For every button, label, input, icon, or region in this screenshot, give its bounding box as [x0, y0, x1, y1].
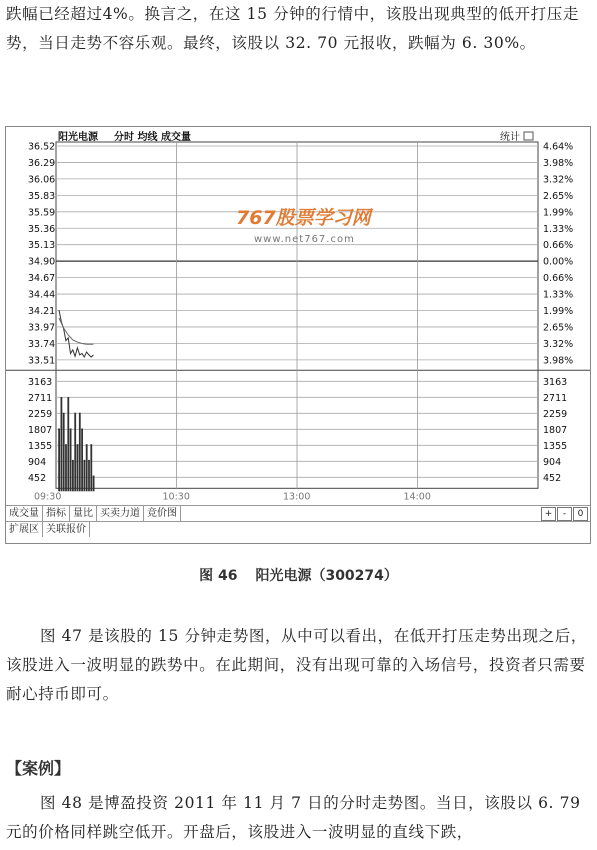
price-tick-label: 35.59 [28, 207, 56, 219]
pct-tick-label: 3.98% [543, 355, 574, 367]
volume-bar [84, 460, 86, 491]
pct-tick-label: 0.66% [543, 240, 574, 252]
figure-caption [0, 565, 597, 585]
volume-tick-label: 904 [28, 456, 47, 468]
price-tick-label: 35.83 [28, 190, 56, 202]
volume-tick-label-right: 2259 [543, 408, 568, 420]
price-tick-label: 33.51 [28, 355, 56, 367]
zoom-out-button[interactable]: - [557, 507, 572, 521]
intraday-chart-svg [6, 127, 590, 505]
volume-bar [58, 428, 60, 491]
stats-label: 统计 [500, 132, 520, 143]
price-tick-label: 33.97 [28, 322, 56, 334]
price-line [59, 310, 94, 357]
figure-caption-name: 阳光电源（300274） [255, 568, 398, 584]
watermark-title: 767股票学习网 [236, 207, 371, 229]
pct-tick-label: 4.64% [543, 141, 574, 153]
tab-volume-ratio[interactable]: 量比 [70, 506, 97, 521]
volume-bar [74, 413, 76, 492]
price-tick-label: 34.44 [28, 289, 56, 301]
price-tick-label: 34.21 [28, 306, 56, 317]
volume-tick-label-right: 1807 [543, 424, 568, 436]
volume-bar [65, 444, 67, 491]
tab-indicator[interactable]: 指标 [43, 506, 70, 521]
volume-tick-label-right: 452 [543, 472, 562, 484]
pct-tick-label: 0.00% [543, 256, 574, 268]
volume-tick-label: 2259 [28, 408, 53, 420]
intraday-chart-figure [5, 126, 591, 544]
volume-bar [79, 413, 81, 492]
pct-tick-label: 1.99% [543, 207, 574, 219]
paragraph-bottom: 图 48 是博盈投资 2011 年 11 月 7 日的分时走势图。当日，该股以 6. 79 元的价格同样跳空低开。开盘后，该股进入一波明显的直线下跌， [6, 794, 581, 841]
volume-bar [88, 460, 90, 491]
volume-tick-label: 3163 [28, 376, 53, 388]
time-tick-label: 13:00 [283, 491, 311, 503]
tab-extension-area[interactable]: 扩展区 [6, 522, 43, 537]
price-tick-label: 36.06 [28, 174, 56, 186]
chart-tab-row-2 [6, 521, 590, 537]
volume-tick-label: 1807 [28, 424, 53, 436]
tab-auction-chart[interactable]: 竞价图 [144, 506, 181, 521]
volume-tick-label-right: 3163 [543, 376, 568, 388]
volume-bar [63, 413, 65, 492]
volume-bar [81, 428, 83, 491]
time-tick-label: 09:30 [34, 491, 62, 503]
zoom-in-button[interactable]: + [541, 507, 556, 521]
tab-related-quotes[interactable]: 关联报价 [43, 522, 90, 537]
volume-bar [72, 460, 74, 491]
tab-buy-sell-force[interactable]: 买卖力道 [97, 506, 144, 521]
stock-name-label: 阳光电源 [58, 132, 98, 143]
pct-tick-label: 1.99% [543, 306, 574, 317]
pct-tick-label: 3.98% [543, 157, 574, 169]
pct-tick-label: 1.33% [543, 223, 574, 235]
zoom-reset-button[interactable]: 0 [573, 507, 588, 521]
chart-tab-row-1 [6, 505, 590, 521]
pct-tick-label: 3.32% [543, 338, 574, 350]
price-tick-label: 35.36 [28, 223, 56, 235]
volume-bar [77, 444, 79, 491]
volume-tick-label-right: 2711 [543, 392, 568, 404]
window-icon [524, 132, 533, 140]
volume-tick-label-right: 904 [543, 456, 562, 468]
tab-volume[interactable]: 成交量 [6, 506, 43, 521]
time-tick-label: 14:00 [403, 491, 431, 503]
price-tick-label: 36.52 [28, 141, 56, 153]
volume-bar [86, 444, 88, 491]
case-heading: 【案例】 [6, 759, 71, 778]
volume-bar [70, 428, 72, 491]
price-tick-label: 34.90 [28, 256, 56, 268]
figure-caption-label: 图 46 [199, 568, 238, 584]
chart-menu-label: 分时 均线 成交量 [114, 132, 191, 143]
volume-tick-label: 1355 [28, 440, 53, 452]
time-tick-label: 10:30 [162, 491, 190, 503]
volume-tick-label: 452 [28, 472, 47, 484]
volume-bar [61, 397, 63, 491]
watermark-url: www.net767.com [254, 234, 355, 245]
price-tick-label: 33.74 [28, 338, 56, 350]
pct-tick-label: 1.33% [543, 289, 574, 301]
volume-bar [90, 444, 92, 491]
pct-tick-label: 3.32% [543, 174, 574, 186]
volume-tick-label-right: 1355 [543, 440, 568, 452]
zoom-controls [540, 507, 588, 521]
price-tick-label: 35.13 [28, 240, 56, 252]
pct-tick-label: 0.66% [543, 273, 574, 285]
price-tick-label: 34.67 [28, 273, 56, 285]
pct-tick-label: 2.65% [543, 322, 574, 334]
paragraph-middle: 图 47 是该股的 15 分钟走势图，从中可以看出，在低开打压走势出现之后，该股进入一波明显的跌势中。在此期间，没有出现可靠的入场信号，投资者只需要耐心持币即可。 [6, 627, 587, 703]
volume-tick-label: 2711 [28, 392, 53, 404]
pct-tick-label: 2.65% [543, 190, 574, 202]
volume-bar [93, 476, 95, 492]
paragraph-top: 跌幅已经超过4%。换言之，在这 15 分钟的行情中，该股出现典型的低开打压走势，当日走势不容乐观。最终，该股以 32. 70 元报收，跌幅为 6. 30%。 [6, 5, 579, 52]
price-tick-label: 36.29 [28, 157, 56, 169]
volume-bar [67, 397, 69, 491]
